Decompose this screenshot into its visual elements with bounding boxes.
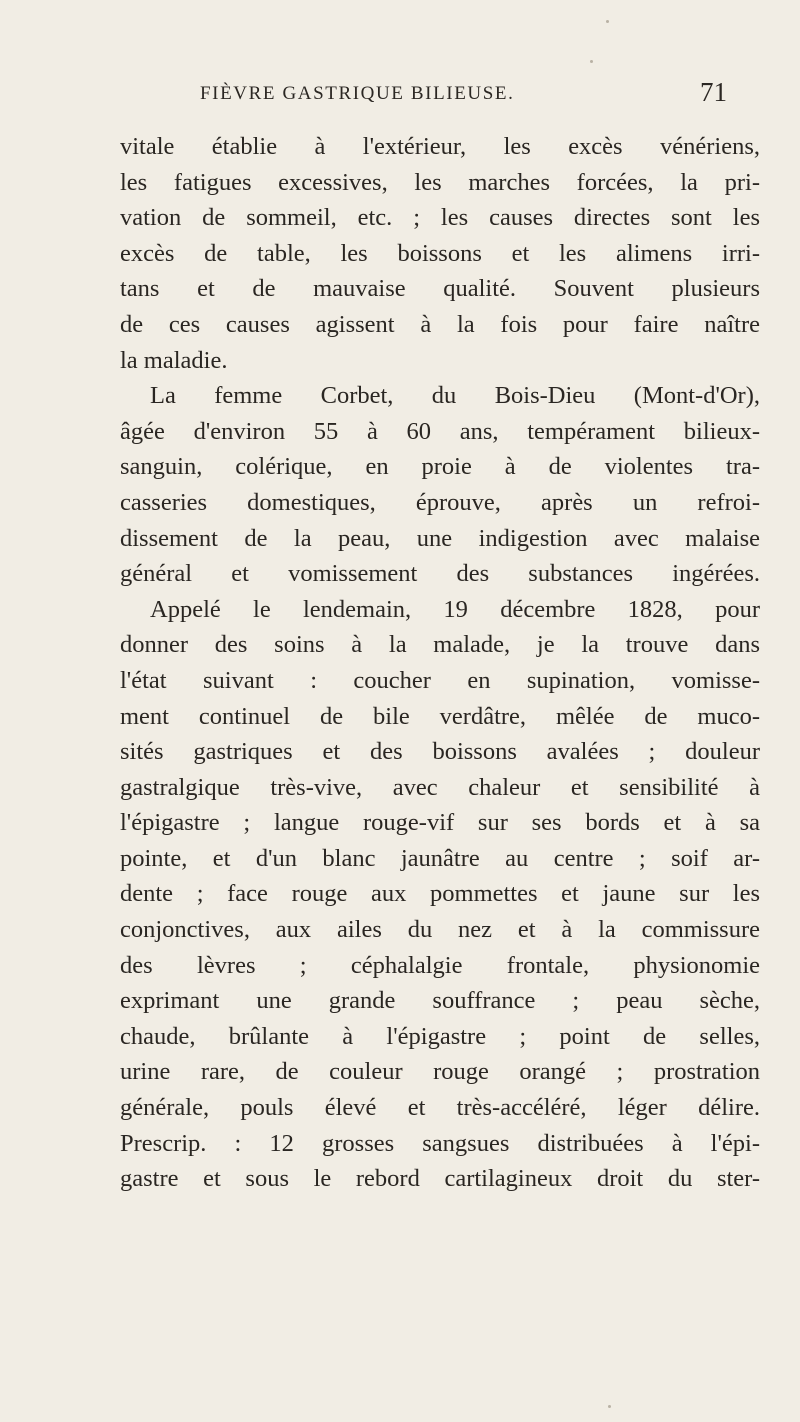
text-line: les fatigues excessives, les marches forcées, la pri- [120, 168, 760, 196]
text-line: de ces causes agissent à la fois pour faire naître [120, 310, 760, 338]
text-line: gastre et sous le rebord cartilagineux droit du ster- [120, 1165, 760, 1193]
text-line: ment continuel de bile verdâtre, mêlée de muco- [120, 702, 760, 730]
text-line: générale, pouls élevé et très-accéléré, léger délire. [120, 1094, 760, 1122]
text-line: pointe, et d'un blanc jaunâtre au centre ; soif ar- [120, 844, 760, 872]
text-line: des lèvres ; céphalalgie frontale, physionomie [120, 951, 760, 979]
page-number: 71 [700, 77, 727, 107]
text-line: l'état suivant : coucher en supination, vomisse- [120, 666, 760, 694]
text-line: dissement de la peau, une indigestion avec malaise [120, 524, 760, 552]
text-line: sanguin, colérique, en proie à de violentes tra- [120, 453, 760, 481]
text-line: l'épigastre ; langue rouge-vif sur ses bords et à sa [120, 809, 760, 837]
text-line: chaude, brûlante à l'épigastre ; point de selles, [120, 1022, 760, 1050]
running-title: FIÈVRE GASTRIQUE BILIEUSE. [200, 83, 515, 104]
text-line: sités gastriques et des boissons avalées ; douleur [120, 738, 760, 766]
text-line: dente ; face rouge aux pommettes et jaune sur les [120, 880, 760, 908]
paper-speck [590, 60, 593, 63]
text-line: exprimant une grande souffrance ; peau sèche, [120, 987, 760, 1015]
text-line: conjonctives, aux ailes du nez et à la commissure [120, 916, 760, 944]
text-line: tans et de mauvaise qualité. Souvent plusieurs [120, 275, 760, 303]
text-line: la maladie. [120, 346, 228, 374]
running-header [0, 77, 800, 113]
text-line: Appelé le lendemain, 19 décembre 1828, pour [150, 595, 760, 623]
text-line: casseries domestiques, éprouve, après un refroi- [120, 488, 760, 516]
text-line: vation de sommeil, etc. ; les causes directes sont les [120, 204, 760, 232]
text-line: urine rare, de couleur rouge orangé ; prostration [120, 1058, 760, 1086]
text-line: vitale établie à l'extérieur, les excès vénériens, [120, 133, 760, 160]
paper-speck [608, 1405, 611, 1408]
text-line: La femme Corbet, du Bois-Dieu (Mont-d'Or), [150, 382, 760, 410]
text-line: donner des soins à la malade, je la trouve dans [120, 631, 760, 659]
text-line: âgée d'environ 55 à 60 ans, tempérament bilieux- [120, 417, 760, 445]
text-line: Prescrip. : 12 grosses sangsues distribuées à l'épi- [120, 1129, 760, 1157]
body-text [120, 129, 760, 1197]
text-line: excès de table, les boissons et les alimens irri- [120, 239, 760, 267]
text-line: gastralgique très-vive, avec chaleur et sensibilité à [120, 773, 760, 801]
text-line: général et vomissement des substances ingérées. [120, 560, 760, 588]
paper-speck [606, 20, 609, 23]
